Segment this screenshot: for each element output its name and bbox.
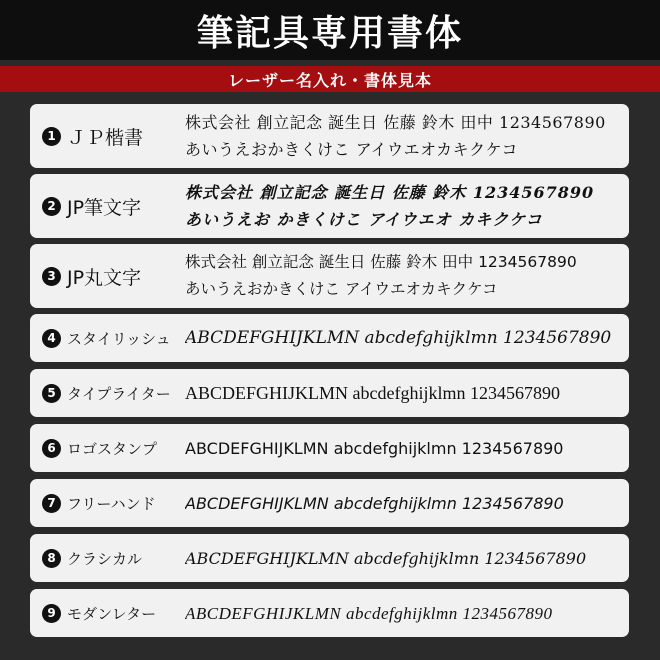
font-card-typewriter [30, 369, 629, 417]
font-sample [185, 174, 623, 238]
font-name: JP筆文字 [67, 196, 142, 219]
sample-line: 株式会社 創立記念 誕生日 佐藤 鈴木 田中 1234567890 [185, 253, 577, 271]
font-card-modern-letter [30, 589, 629, 637]
number-badge: 7 [42, 494, 61, 513]
font-name: JP丸文字 [67, 266, 142, 289]
font-name: フリーハンド [67, 494, 156, 513]
font-card-jp-kaisho [30, 104, 629, 168]
number-badge: 5 [42, 384, 61, 403]
font-card-jp-fude [30, 174, 629, 238]
font-card-freehand [30, 479, 629, 527]
sample-line: ABCDEFGHIJKLMN abcdefghijklmn 1234567890 [185, 603, 553, 623]
sample-line: 株式会社 創立記念 誕生日 佐藤 鈴木 1234567890 [185, 183, 595, 202]
sample-line: 株式会社 創立記念 誕生日 佐藤 鈴木 田中 1234567890 [185, 113, 606, 132]
sample-line: ABCDEFGHIJKLMN abcdefghijklmn 1234567890 [185, 438, 564, 458]
page-title: 筆記具専用書体 [196, 12, 463, 54]
sample-line: あいうえお かきくけこ アイウエオ カキクケコ [185, 210, 543, 229]
number-badge: 3 [42, 267, 61, 286]
number-badge: 4 [42, 329, 61, 348]
font-name: タイプライター [67, 384, 171, 403]
font-label [42, 589, 156, 637]
font-name: クラシカル [67, 549, 143, 568]
font-sample [185, 369, 623, 417]
font-sample [185, 314, 623, 362]
font-card-jp-maru [30, 244, 629, 308]
font-sample [185, 424, 623, 472]
title-bar [0, 0, 660, 60]
font-sample [185, 589, 623, 637]
font-sample [185, 104, 623, 168]
font-card-logo-stamp [30, 424, 629, 472]
font-card-stylish [30, 314, 629, 362]
font-label [42, 479, 156, 527]
font-sample [185, 479, 623, 527]
font-name: ロゴスタンプ [67, 439, 158, 458]
font-card-classical [30, 534, 629, 582]
page-subtitle: レーザー名入れ・書体見本 [227, 70, 432, 90]
number-badge: 6 [42, 439, 61, 458]
sample-line: あいうえおかきくけこ アイウエオカキクケコ [185, 140, 519, 159]
number-badge: 2 [42, 197, 61, 216]
font-label [42, 424, 157, 472]
font-label [42, 244, 141, 308]
sample-line: ABCDEFGHIJKLMN abcdefghijklmn 1234567890 [185, 548, 587, 568]
font-label [42, 369, 171, 417]
font-name: モダンレター [67, 604, 157, 623]
font-label [42, 104, 143, 168]
font-label [42, 314, 171, 362]
font-name: スタイリッシュ [67, 329, 171, 348]
sample-line: ABCDEFGHIJKLMN abcdefghijklmn 1234567890 [185, 493, 564, 513]
number-badge: 8 [42, 549, 61, 568]
subtitle-bar [0, 66, 660, 92]
font-name: ＪＰ楷書 [67, 126, 144, 149]
font-label [42, 534, 142, 582]
sample-line: ABCDEFGHIJKLMN abcdefghijklmn 1234567890 [185, 382, 560, 403]
sample-line: ABCDEFGHIJKLMN abcdefghijklmn 1234567890 [185, 327, 612, 348]
font-label [42, 174, 141, 238]
sample-line: あいうえおかきくけこ アイウエオカキクケコ [185, 280, 498, 298]
font-sample [185, 244, 623, 308]
font-sample [185, 534, 623, 582]
number-badge: 1 [42, 127, 61, 146]
number-badge: 9 [42, 604, 61, 623]
